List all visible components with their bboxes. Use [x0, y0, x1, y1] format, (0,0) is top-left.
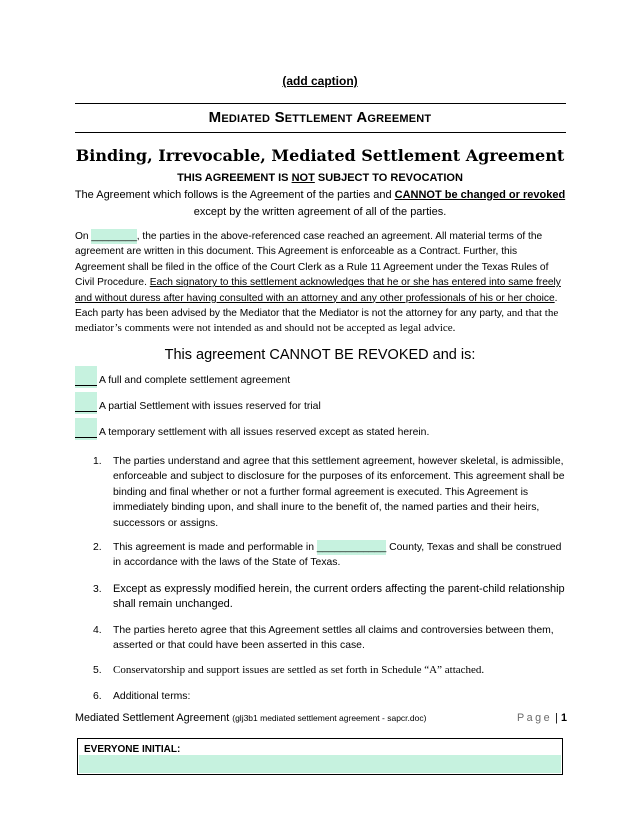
option-full-settlement: A full and complete settlement agreement	[75, 366, 290, 388]
intro-paragraph: On ________, the parties in the above-referenced case reached an agreement. All material terms of the agreement are written in this document. This Agreement is enforceable as a Contract. Further, this Agreement shall be filed in the office of the Court Clerk as a Rule 11 Agreement under the Texas Rules of Civil Procedure. Each signatory to this settlement acknowledges that he or she has entered into same freely and without duress after having consulted with an attorney and any other professionals of his or her choice. Each party has been advised by the Mediator that the Mediator is not the attorney for any party, and that the mediator’s comments were not intended as and should not be accepted as legal advice.	[75, 231, 561, 335]
change-notice: The Agreement which follows is the Agreement of the parties and CANNOT be changed or revoked except by the written agreement of all of the parties.	[74, 189, 566, 218]
county-field[interactable]: ____________	[317, 540, 386, 555]
page-number: Page | 1	[516, 712, 567, 724]
caption: (add caption)	[282, 74, 358, 88]
document-title: Mediated Settlement Agreement	[208, 109, 432, 126]
revocation-notice: THIS AGREEMENT IS NOT SUBJECT TO REVOCATION	[177, 172, 463, 184]
initials-label: EVERYONE INITIAL:	[84, 744, 181, 755]
option-full-checkbox[interactable]	[75, 366, 97, 388]
option-temporary-settlement: A temporary settlement with all issues reserved except as stated herein.	[75, 418, 429, 440]
option-partial-settlement: A partial Settlement with issues reserved for trial	[75, 392, 321, 414]
agreement-heading: Binding, Irrevocable, Mediated Settlement Agreement	[75, 146, 565, 165]
title-rule-top	[75, 103, 566, 104]
footer-doc-file: (glj3b1 mediated settlement agreement - sapcr.doc)	[232, 713, 427, 723]
title-rule-bottom	[75, 132, 566, 133]
option-temporary-checkbox[interactable]	[75, 418, 97, 440]
date-field[interactable]: ________	[91, 229, 136, 244]
initials-field[interactable]	[79, 755, 561, 773]
option-partial-checkbox[interactable]	[75, 392, 97, 414]
initials-box	[77, 738, 563, 775]
footer-doc-title: Mediated Settlement Agreement	[75, 712, 230, 724]
page-footer	[75, 712, 567, 724]
revoke-heading: This agreement CANNOT BE REVOKED and is:	[164, 347, 476, 363]
